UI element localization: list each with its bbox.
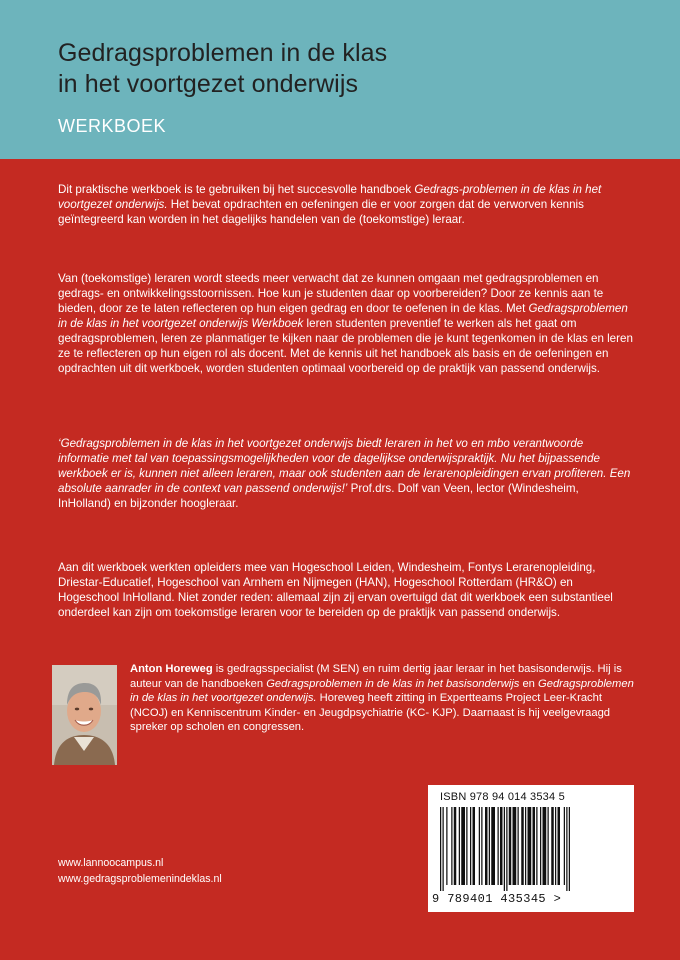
author-photo — [52, 665, 117, 765]
description-text-c: leren studenten preventief te werken als het gaat om gedragsproblemen, leren ze planmatiger te kijken naar de problemen die je kunt tegenkomen in de klas en leren ze te reflecteren op hun eigen rol als docent. Met de kennis uit het handboek als basis en de oefeningen en opdrachten uit dit werkboek, worden studenten optimaal voorbereid op de praktijk van passend onderwijs. — [58, 317, 633, 375]
intro-text-c: Het bevat opdrachten en oefeningen die er voor zorgen dat de verworven kennis geïntegreerd kan worden in het dagelijks handelen van de (toekomstige) leraar. — [58, 198, 584, 226]
author-bio-italic-1: Gedragsproblemen in de klas in het basisonderwijs — [266, 677, 520, 690]
title-line-2: in het voortgezet onderwijs — [58, 70, 359, 98]
url-gedragsproblemen[interactable]: www.gedragsproblemenindeklas.nl — [58, 873, 222, 885]
book-subtitle: WERKBOEK — [58, 116, 167, 136]
intro-paragraph — [58, 182, 633, 227]
description-paragraph — [58, 271, 633, 376]
barcode-panel — [428, 785, 634, 912]
author-bio-text-e: Horeweg heeft zitting in Expertteams Project Leer-Kracht (NCOJ) en Kenniscentrum Kinder- en Jeugdpsychiatrie (KC- KJP). Daarnaast is hij veelgevraagd spreker op scholen en congressen. — [130, 692, 611, 734]
intro-text-italic: Gedrags-problemen in de klas in het voortgezet onderwijs. — [58, 183, 602, 211]
title-line-1: Gedragsproblemen in de klas — [58, 39, 388, 67]
header-band — [0, 0, 680, 159]
contributors-paragraph — [58, 560, 633, 620]
quote-attribution: Prof.drs. Dolf van Veen, lector (Windesheim, InHolland) en bijzonder hoogleraar. — [58, 482, 579, 510]
author-name: Anton Horeweg — [130, 663, 213, 675]
book-title — [58, 38, 387, 100]
barcode-icon — [438, 807, 624, 891]
description-text-a: Van (toekomstige) leraren wordt steeds meer verwacht dat ze kunnen omgaan met gedragsproblemen en gedrags- en ontwikkelingsstoornissen. Hoe kun je studenten daar op voorbereiden? Door ze kennis aan te bieden, door ze te laten reflecteren op hun eigen gedrag en door te oefenen in de klas. Met — [58, 272, 604, 315]
description-text-italic: Gedragsproblemen in de klas in het voortgezet onderwijs Werkboek — [58, 302, 628, 330]
barcode-bars — [438, 807, 624, 891]
contributors-text: Aan dit werkboek werkten opleiders mee van Hogeschool Leiden, Windesheim, Fontys Lerarenopleiding, Driestar-Educatief, Hogeschool van Arnhem en Nijmegen (HAN), Hogeschool Rotterdam (HR&O) en Hogeschool InHolland. Niet zonder reden: allemaal zijn zij ervan overtuigd dat dit werkboek een substantieel onderdeel kan zijn om toekomstige leraren voor te bereiden op de praktijk van passend onderwijs. — [58, 561, 613, 619]
url-lannoocampus[interactable]: www.lannoocampus.nl — [58, 857, 164, 869]
author-bio-text-a: is gedragsspecialist (M SEN) en ruim dertig jaar leraar in het basisonderwijs. Hij is auteur van de handboeken — [130, 663, 622, 690]
website-links — [58, 855, 222, 887]
author-portrait-image — [52, 665, 117, 765]
quote-paragraph — [58, 436, 633, 511]
intro-text-a: Dit praktische werkboek is te gebruiken bij het succesvolle handboek — [58, 183, 415, 196]
quote-text: ‘Gedragsproblemen in de klas in het voortgezet onderwijs biedt leraren in het vo en mbo verantwoorde informatie met tal van toepassingsmogelijkheden voor de dagelijkse onderwijspraktijk. Nu het bijpassende werkboek er is, kunnen niet alleen leraren, maar ook studenten aan de lerarenopleidingen ervan profiteren. Een absolute aanrader in de context van passend onderwijs!’ — [58, 437, 631, 495]
barcode-digits: 9 789401 435345 > — [432, 892, 562, 906]
isbn-label: ISBN 978 94 014 3534 5 — [440, 791, 565, 803]
author-bio-italic-2: Gedragsproblemen in de klas in het voortgezet onderwijs. — [130, 677, 634, 705]
author-bio — [130, 662, 635, 735]
author-bio-text-c: en — [519, 677, 539, 690]
